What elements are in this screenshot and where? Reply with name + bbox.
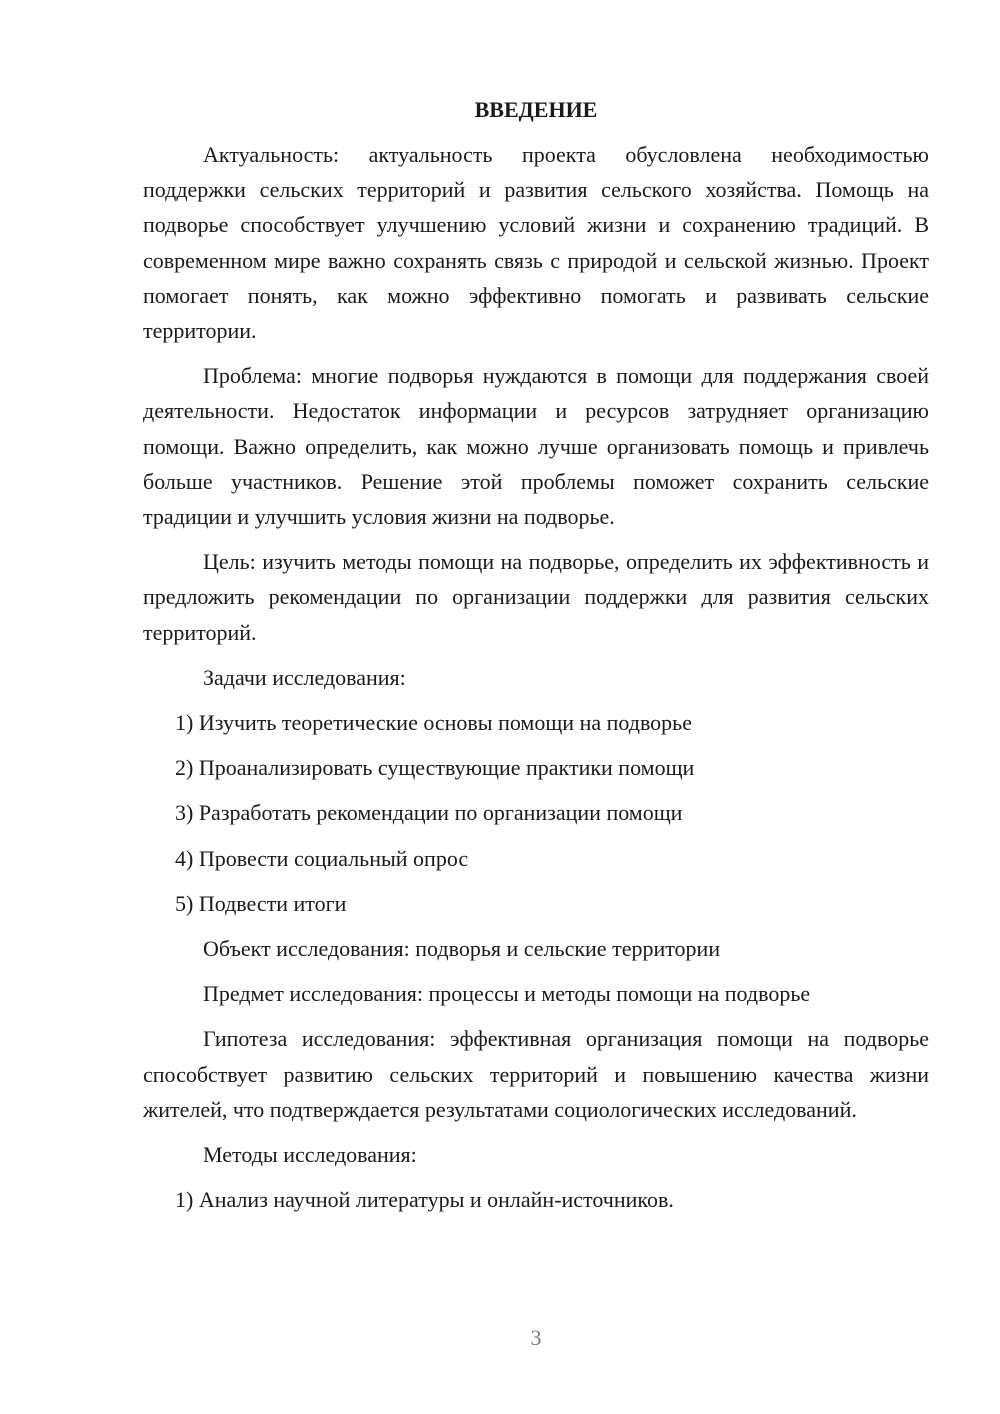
research-subject: Предмет исследования: процессы и методы помощи на подворье <box>203 981 811 1007</box>
task-item-2: 2) Проанализировать существующие практики помощи <box>175 755 695 781</box>
task-item-4: 4) Провести социальный опрос <box>175 845 469 871</box>
document-page <box>143 92 929 1227</box>
goal-paragraph: Цель: изучить методы помощи на подворье, определить их эффективность и предложить рекомендации по организации поддержки для развития сельских территорий. <box>143 549 929 645</box>
methods-heading: Методы исследования: <box>203 1142 417 1168</box>
page-title: ВВЕДЕНИЕ <box>474 97 598 122</box>
task-item-3: 3) Разработать рекомендации по организации помощи <box>175 800 683 826</box>
hypothesis-paragraph: Гипотеза исследования: эффективная организация помощи на подворье способствует развитию сельских территорий и повышению качества жизни жителей, что подтверждается результатами социологических исследований. <box>143 1026 929 1122</box>
task-item-5: 5) Подвести итоги <box>175 890 347 916</box>
problem-paragraph: Проблема: многие подворья нуждаются в помощи для поддержания своей деятельности. Недостаток информации и ресурсов затрудняет организацию помощи. Важно определить, как можно лучше организовать помощь и привлечь больше участников. Решение этой проблемы поможет сохранить сельские традиции и улучшить условия жизни на подворье. <box>143 363 929 530</box>
method-item-1: 1) Анализ научной литературы и онлайн-источников. <box>175 1187 674 1213</box>
research-object: Объект исследования: подворья и сельские территории <box>203 936 721 962</box>
tasks-heading: Задачи исследования: <box>203 664 406 690</box>
task-item-1: 1) Изучить теоретические основы помощи на подворье <box>175 710 692 736</box>
relevance-paragraph: Актуальность: актуальность проекта обусловлена необходимостью поддержки сельских территорий и развития сельского хозяйства. Помощь на подворье способствует улучшению условий жизни и сохранению традиций. В современном мире важно сохранять связь с природой и сельской жизнью. Проект помогает понять, как можно эффективно помогать и развивать сельские территории. <box>143 142 929 344</box>
page-number: 3 <box>530 1325 542 1350</box>
